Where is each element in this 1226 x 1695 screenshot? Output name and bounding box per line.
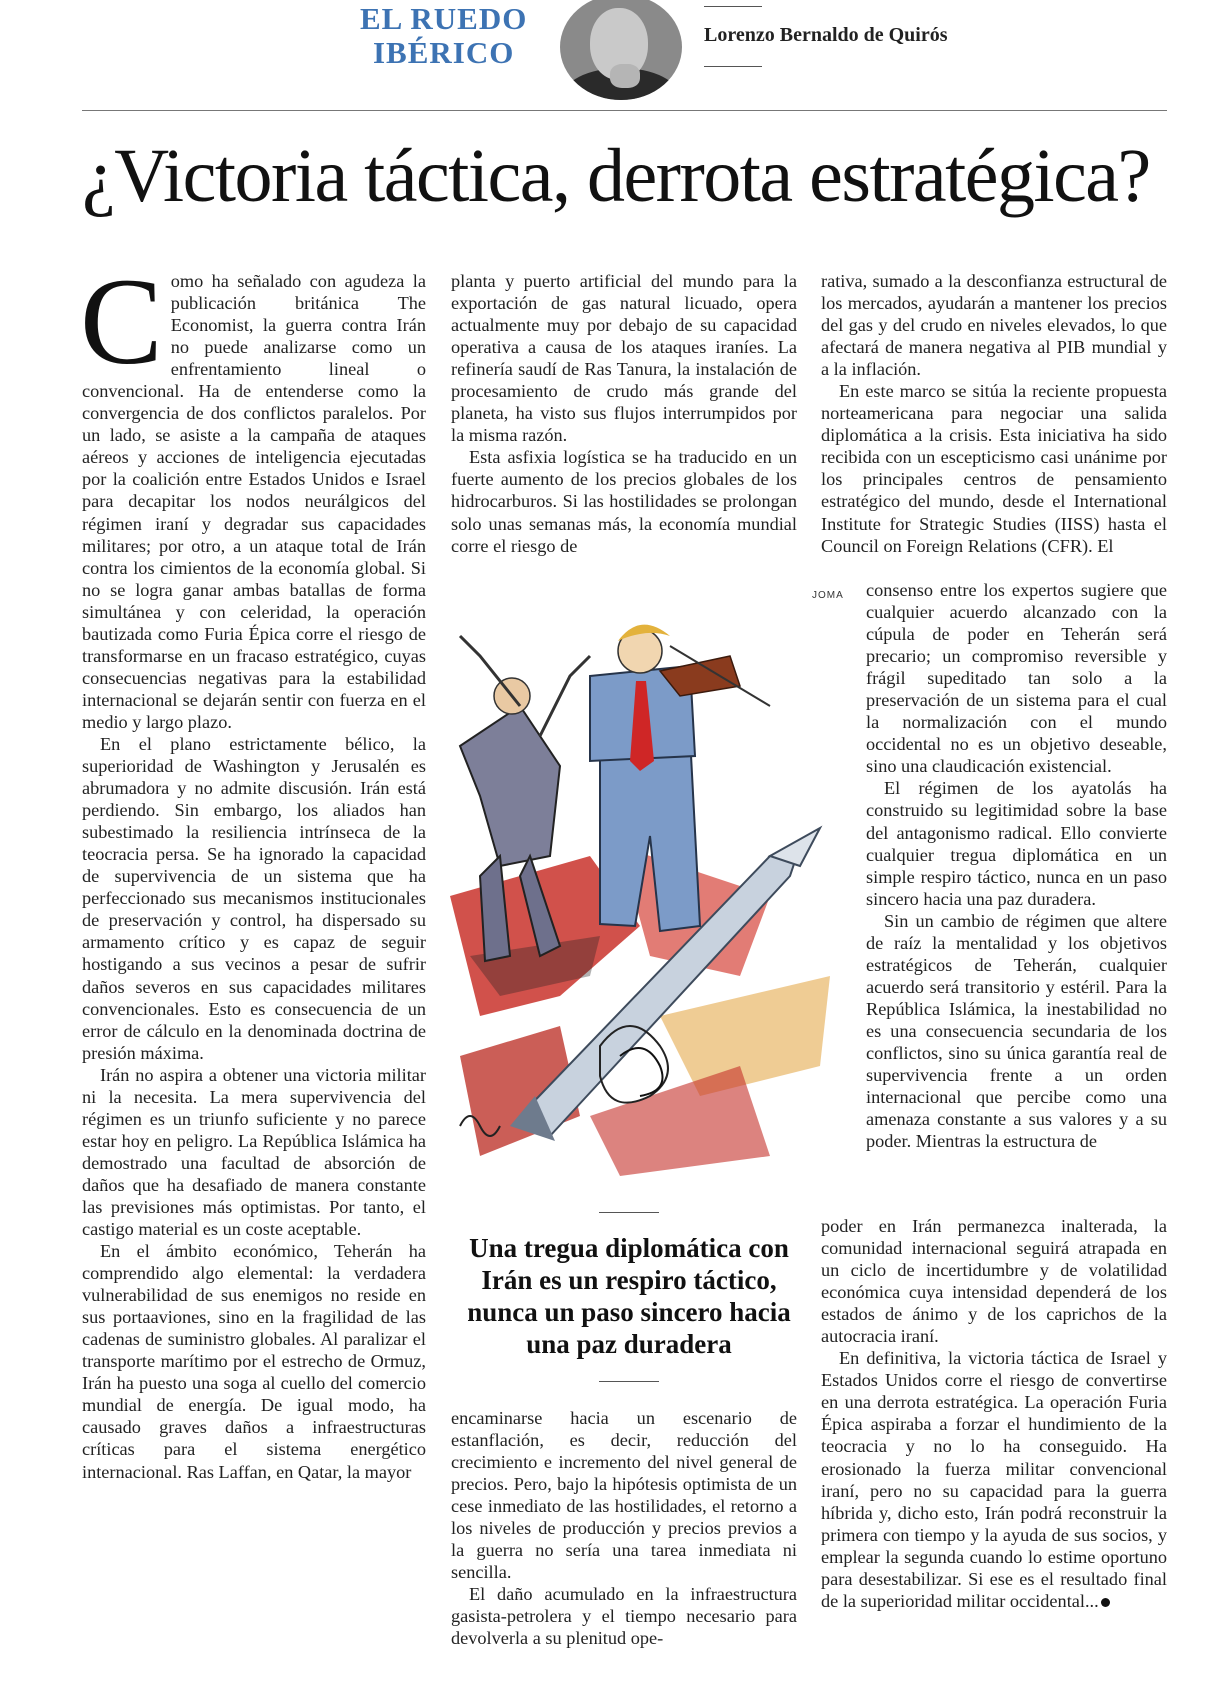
section-title-line1: EL RUEDO (360, 1, 528, 36)
drop-cap: C (80, 253, 163, 390)
paragraph: rativa, sumado a la desconfianza estructural de los mercados, ayudarán a mantener los precios del gas y del crudo en niveles elevados, lo que afectará de manera negativa al PIB mundial y a la inflación. (821, 271, 1167, 380)
paragraph: Sin un cambio de régimen que altere de raíz la mentalidad y los objetivos estratégicos de Teherán, cualquier acuerdo será transitorio y estéril. Para la República Islámica, la inestabilidad no es una consecuencia secundaria de los conflictos, sino su única garantía real de supervivencia frente a un orden internacional que percibe como una amenaza constante a sus valores y a su poder. Mientras la estructura de (866, 910, 1167, 1152)
editorial-illustration (440, 596, 838, 1184)
pull-quote-rule-top (599, 1212, 659, 1213)
paragraph: El daño acumulado en la infraestructura gasista-petrolera y el tiempo necesario para devolverla a su plenitud ope- (451, 1584, 797, 1649)
article-column-2-top (451, 270, 797, 557)
article-column-2-bottom (451, 1407, 797, 1650)
paragraph: Como ha señalado con agudeza la publicación británica The Economist, la guerra contra Irán no puede analizarse como un enfrentamiento lineal o convencional. Ha de entenderse como la convergencia de dos conflictos paralelos. Por un lado, se asiste a la campaña de ataques aéreos y acciones de inteligencia ejecutadas por la coalición entre Estados Unidos e Israel para decapitar los nodos neurálgicos del régimen iraní y degradar sus capacidades militares; por otro, a un ataque total de Irán contra los cimientos de la economía global. Si no se logra ganar ambas batallas de forma simultánea y con celeridad, la operación bautizada como Furia Épica corre el riesgo de transformarse en un fracaso estratégico, cuyas consecuencias negativas para la estabilidad internacional se dejarán sentir con fuerza en el medio y largo plazo. (80, 253, 426, 732)
end-mark-icon (1101, 1598, 1110, 1607)
headline: ¿Victoria táctica, derrota estratégica? (82, 134, 1150, 218)
illustration-drawing (440, 596, 838, 1184)
section-title (360, 2, 527, 70)
paragraph: En este marco se sitúa la reciente propuesta norteamericana para negociar una salida diplomática a la crisis. Esta iniciativa ha sido recibida con un escepticismo casi unánime por los principales centros de pensamiento estratégico del mundo, desde el International Institute for Strategic Studies (IISS) hasta el Council on Foreign Relations (CFR). El (821, 381, 1167, 556)
paragraph: En el ámbito económico, Teherán ha comprendido algo elemental: la verdadera vulnerabilidad de sus enemigos no reside en sus portaaviones, sino en la fragilidad de las cadenas de suministro globales. Al paralizar el transporte marítimo por el estrecho de Ormuz, Irán ha puesto una soga al cuello del comercio mundial de energía. De igual modo, ha causado graves daños a infraestructuras críticas para el sistema energético internacional. Ras Laffan, en Qatar, la mayor (82, 1241, 426, 1482)
author-name: Lorenzo Bernaldo de Quirós (704, 24, 948, 46)
author-rule-top (704, 6, 762, 7)
author-rule-bottom (704, 66, 762, 67)
pull-quote: Una tregua diplomática con Irán es un respiro táctico, nunca un paso sincero hacia una paz duradera (467, 1233, 791, 1359)
article-column-3-middle (866, 579, 1167, 1152)
masthead (82, 0, 1167, 110)
article-column-1 (80, 253, 426, 1483)
paragraph: En el plano estrictamente bélico, la superioridad de Washington y Jerusalén es abrumadora y no admite discusión. Irán está perdiendo. Sin embargo, los aliados han subestimado la resiliencia intrínseca de la teocracia persa. Se ha ignorado la capacidad de supervivencia de un sistema que ha perfeccionado sus mecanismos institucionales de preservación y control, ha dispersado su armamento crítico y es capaz de seguir hostigando a sus vecinos a pesar de sufrir daños severos en sus capacidades militares convencionales. Esto es consecuencia de un error de cálculo en la denominada doctrina de presión máxima. (82, 733, 426, 1063)
section-title-line2: IBÉRICO (372, 35, 515, 70)
paragraph: planta y puerto artificial del mundo para la exportación de gas natural licuado, opera actualmente muy por debajo de su capacidad operativa a causa de los ataques iraníes. La refinería saudí de Ras Tanura, la instalación de procesamiento de crudo más grande del planeta, ha visto sus flujos interrumpidos por la misma razón. (451, 271, 797, 446)
header-divider (82, 110, 1167, 111)
pull-quote-rule-bottom (599, 1381, 659, 1382)
paragraph: En definitiva, la victoria táctica de Israel y Estados Unidos corre el riesgo de convertirse en una derrota estratégica. La operación Furia Épica aspiraba a forzar el hundimiento de la teocracia y no lo ha conseguido. Ha erosionado la fuerza militar convencional iraní, pero no su capacidad para la guerra híbrida y, dicho esto, Irán podrá reconstruir la primera con tiempo y la ayuda de sus socios, y emplear la segunda cuando lo estime oportuno para desestabilizar. Si ese es el resultado final de la superioridad militar occidental... (821, 1348, 1167, 1611)
paragraph: Esta asfixia logística se ha traducido en un fuerte aumento de los precios globales de los hidrocarburos. Si las hostilidades se prolongan solo unas semanas más, la economía mundial corre el riesgo de (451, 447, 797, 556)
author-portrait (560, 0, 682, 100)
paragraph: poder en Irán permanezca inalterada, la comunidad internacional seguirá atrapada en un ciclo de incertidumbre y de volatilidad económica cuya intensidad dependerá de los estados de ánimo y de los caprichos de la autocracia iraní. (821, 1216, 1167, 1347)
paragraph: consenso entre los expertos sugiere que cualquier acuerdo alcanzado con la cúpula de poder en Teherán será precario; un compromiso reversible y frágil supeditado tan solo a la preservación de un sistema para el cual la normalización con el mundo occidental no es un objetivo deseable, sino una claudicación existencial. (866, 580, 1167, 777)
paragraph: Irán no aspira a obtener una victoria militar ni la necesita. La mera supervivencia del régimen es un triunfo suficiente y no parece estar hoy en peligro. La República Islámica ha demostrado una facultad de absorción de daños que ha desafiado de manera constante las previsiones más optimistas. Por tanto, el castigo material es un coste aceptable. (82, 1064, 426, 1240)
article-column-3-top (821, 270, 1167, 557)
paragraph: El régimen de los ayatolás ha construido su legitimidad sobre la base del antagonismo radical. Ello convierte cualquier tregua diplomática en un simple respiro táctico, nunca en un paso sincero hacia una paz duradera. (866, 778, 1167, 909)
paragraph: encaminarse hacia un escenario de estanflación, es decir, reducción del crecimiento e incremento del nivel general de precios. Pero, bajo la hipótesis optimista de un cese inmediato de las hostilidades, el retorno a los niveles de producción y precios previos a la guerra no sería una tarea inmediata ni sencilla. (451, 1408, 797, 1583)
illustration-credit: JOMA (812, 590, 844, 601)
article-column-3-bottom (821, 1215, 1167, 1612)
